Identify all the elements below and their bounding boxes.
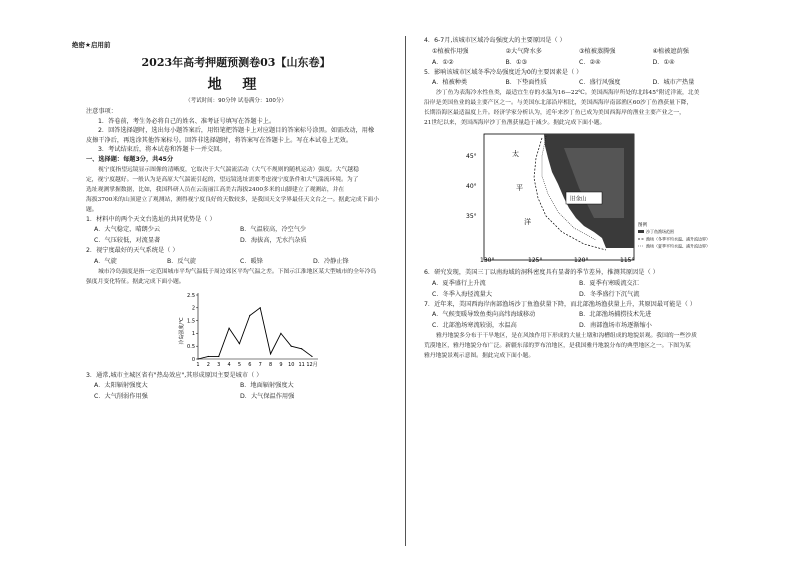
cold-island-chart xyxy=(86,287,386,367)
exam-meta: （考试时间：90分钟 试卷满分：100分） xyxy=(185,98,287,104)
chart-y-tick-label: 1.5 xyxy=(187,318,195,325)
section-heading: 一、选择题：每题3分，共45分 xyxy=(86,155,174,163)
lat-label: 40° xyxy=(466,183,477,191)
option[interactable]: D．城市产热量 xyxy=(652,79,695,87)
passage-line: 视宁度指望远镜显示图像的清晰度，它取决于大气湍流活动（大气不规则的随机运动）强度。大气越稳 xyxy=(98,166,359,173)
legend-item: 沙丁鱼渔场范围 xyxy=(646,229,674,235)
question-6-stem: 6．研究发现，美国三丁以南海域的洞科密度具有显著的季节差异，推测其原因是（ ） xyxy=(424,269,659,277)
option[interactable]: D．冷静止锋 xyxy=(313,257,349,265)
chart-x-tick-label: 12月 xyxy=(306,361,318,367)
lat-label: 45° xyxy=(466,153,477,161)
lat-label: 35° xyxy=(466,213,477,221)
question-3-stem: 3．通常,城市主城区省有"热岛效应",其形成原因主要是城市（ ） xyxy=(86,371,263,379)
option[interactable]: D．大气保温作用强 xyxy=(240,393,295,401)
chart-y-tick-label: 2.5 xyxy=(187,292,195,299)
lon-label: 115° xyxy=(620,257,635,265)
chart-point xyxy=(311,356,312,357)
question-1-stem: 1．材料中的两个天文台选址的共同优势是（ ） xyxy=(86,215,216,223)
passage-line: 定，视宁度越好。一般认为是高原大气湍流引起的，望远镜选址需要考虑视宁度条件和大气湍流环境。为了 xyxy=(86,176,359,183)
subject-title: 地 理 xyxy=(207,77,265,93)
chart-x-tick-label: 11 xyxy=(298,361,305,367)
option[interactable]: A．气候变暖导致鱼类向高纬海域移动 xyxy=(432,311,536,319)
question-4-items xyxy=(424,46,726,57)
option[interactable]: A．太阳辐射强度大 xyxy=(94,382,148,390)
option[interactable]: B．地面辐射强度大 xyxy=(240,382,294,390)
option[interactable]: D．海拔高，无水汽杂质 xyxy=(240,237,307,245)
chart-point xyxy=(197,358,198,359)
chart-x-tick-label: 1 xyxy=(196,361,200,367)
legend-title: 图例 xyxy=(638,223,647,229)
option[interactable]: B．夏季有寒暖流交汇 xyxy=(579,279,639,287)
chart-point xyxy=(301,348,302,349)
option[interactable]: B．①③ xyxy=(505,58,528,66)
chart-point xyxy=(280,333,281,334)
option[interactable]: C．盛行风强度 xyxy=(579,79,621,87)
chart-y-tick-label: 0 xyxy=(191,356,195,363)
exam-title: 2023年高考押题预测卷03【山东卷】 xyxy=(141,56,331,69)
option[interactable]: A．夏季盛行上升流 xyxy=(432,279,486,287)
item: ③植被蒸腾强 xyxy=(579,47,616,55)
passage-line: 21世纪以来，美国西海岸沙丁鱼渔获量趋于减少。据此完成下面小题。 xyxy=(424,120,606,127)
note-item: 3．考试结束后，将本试卷和答题卡一并交回。 xyxy=(98,146,226,154)
chart-x-tick-label: 9 xyxy=(279,361,283,367)
option[interactable]: B．反气旋 xyxy=(167,257,196,265)
item: ④植被遮荫强 xyxy=(652,47,689,55)
secret-label: 绝密★启用前 xyxy=(72,41,111,49)
chart-point xyxy=(291,345,292,346)
passage-line: 沿岸是美国鱼业的最主要产区之一。与美国东北部沿岸相比，美国西海岸南部渔区60沙丁鱼渔获量下降， xyxy=(424,100,693,107)
chart-x-tick-label: 5 xyxy=(237,361,242,367)
lon-label: 120° xyxy=(574,257,589,265)
chart-series-line xyxy=(198,308,312,359)
legend-item: 渔场（冬季平均水温、涌升流边界） xyxy=(646,236,710,242)
coast-label: 平 xyxy=(516,184,523,193)
lon-label: 130° xyxy=(480,257,495,265)
option[interactable]: A．大气稳定，晴朗少云 xyxy=(94,226,161,234)
question-6-options xyxy=(424,278,726,300)
passage-line: 雅丹地貌多分布于干旱地区，是在风蚀作用下形成的大量土墩和沟槽组成的地貌景观。我国的一些沙质 xyxy=(436,333,697,340)
question-7-stem: 7．近年来，美国西海岸南部渔场沙丁鱼渔获量下降，而北部渔场渔获量上升，其原因最可能是（ ） xyxy=(424,300,696,308)
chart-point xyxy=(239,343,240,344)
option[interactable]: D．①④ xyxy=(652,58,675,66)
legend-item: 渔场（夏季平均水温、涌升流边界） xyxy=(646,243,710,249)
chart-point xyxy=(218,356,219,357)
column-divider xyxy=(405,36,406,546)
chart-y-tick-label: 2 xyxy=(191,305,195,312)
passage-line: 荒漠地区，雅丹地貌分布广泛。新疆东部的罗布泊地区，是我国雅丹地貌分布的典型地区之一。下图为某 xyxy=(424,343,691,350)
question-5-stem: 5．影响该城市区域冬季冷岛强度近为0的主要因素是（ ） xyxy=(424,68,583,76)
sardine-map xyxy=(424,128,726,264)
question-2-options xyxy=(86,256,386,267)
passage-line: 海拔3700米的山顶建立了观测站，测得视宁度良好的天数较多，是我国天文学界最佳天文台之一。据此完成下面小题。 xyxy=(86,196,380,213)
passage-line: 雅丹地貌景观示意图。据此完成下面小题。 xyxy=(424,353,535,360)
option[interactable]: A．气旋 xyxy=(94,257,117,265)
note-item: 2．回答选择题时，选出每小题答案后，用铅笔把答题卡上对应题目的答案标号涂黑。如需改动，用橡 xyxy=(98,127,375,135)
question-1-options xyxy=(86,224,386,246)
item: ②大气降水多 xyxy=(505,47,542,55)
option[interactable]: C．气压较低，对流显著 xyxy=(94,237,161,245)
option[interactable]: C．暖锋 xyxy=(240,257,263,265)
chart-x-tick-label: 6 xyxy=(248,361,252,367)
lon-label: 125° xyxy=(528,257,543,265)
option[interactable]: C．大气削弱作用强 xyxy=(94,393,148,401)
note-item: 皮擦干净后，再选涂其他答案标号。回答非选择题时，将答案写在答题卡上。写在本试卷上无效。 xyxy=(86,136,353,144)
option[interactable]: C．冬季入海径流量大 xyxy=(432,290,493,298)
option[interactable]: B．下垫面性质 xyxy=(505,79,547,87)
map-inset-label: 旧金山 xyxy=(570,196,587,203)
chart-x-tick-label: 10 xyxy=(288,361,295,367)
question-2-stem: 2．视宁度最好的天气系统是（ ） xyxy=(86,247,179,255)
note-item: 1．答卷前，考生务必将自己的姓名、准考证号填写在答题卡上。 xyxy=(98,117,276,125)
option[interactable]: C．北部渔场寒流较弱，水温高 xyxy=(432,322,517,330)
passage-line: 强度月变化特征。据此完成下面小题。 xyxy=(86,278,185,285)
passage-line: 长期沿海区最适温度上升。经济学家分析认为，近年来沙丁鱼已成为美国西海岸的渔业主要产业之一， xyxy=(424,110,685,117)
left-column xyxy=(86,36,386,402)
question-4-stem: 4．6-7月,该城市区域冷岛强度大的主要原因是（ ） xyxy=(424,37,566,44)
option[interactable]: B．气温较高，冷空气少 xyxy=(240,226,307,234)
chart-x-tick-label: 4 xyxy=(227,361,231,367)
option[interactable]: D．冬季盛行下沉气流 xyxy=(579,290,640,298)
option[interactable]: D．南部渔场市场逐渐缩小 xyxy=(579,322,652,330)
option[interactable]: A．①② xyxy=(432,58,454,66)
chart-x-tick-label: 3 xyxy=(217,361,221,367)
chart-point xyxy=(249,315,250,316)
passage-line: 选址观测掌握数据，比如，我国科研人员在云南丽江高美古海拔2400多米的山脚建立了观测站，并在 xyxy=(86,186,345,193)
chart-point xyxy=(228,327,229,328)
right-column xyxy=(424,36,726,361)
chart-x-tick-label: 7 xyxy=(258,361,262,367)
legend-swatch xyxy=(638,230,644,233)
question-7-options xyxy=(424,309,726,331)
notes-heading: 注意事项： xyxy=(86,108,117,115)
option[interactable]: C．②④ xyxy=(579,58,601,66)
chart-ylabel: 冷岛强度/℃ xyxy=(179,317,185,345)
chart-x-tick-label: 8 xyxy=(268,361,273,367)
question-3-options xyxy=(86,380,386,402)
option[interactable]: A．植被种类 xyxy=(432,79,468,87)
question-4-options xyxy=(424,57,726,68)
chart-y-tick-label: 1 xyxy=(191,330,195,337)
passage-line: 城市冷岛强度是指一定范围城市平均气温低于周边郊区平均气温之差。下图示江淮地区某大型城市的全年冷岛 xyxy=(98,268,377,275)
passage-line: 沙丁鱼为表海冷水性鱼类，最适宜生存的水温为16—22℃。美国西海岸所处的北纬45°附近洋流，北美 xyxy=(436,90,700,97)
chart-point xyxy=(260,307,261,308)
chart-x-tick-label: 2 xyxy=(206,361,210,367)
question-5-options xyxy=(424,77,726,88)
coast-label: 洋 xyxy=(524,218,531,227)
chart-point xyxy=(208,356,209,357)
chart-point xyxy=(270,353,271,354)
chart-y-tick-label: 0.5 xyxy=(187,343,195,350)
coast-label: 太 xyxy=(512,150,519,159)
option[interactable]: B．北部渔场捕捞技术先进 xyxy=(579,311,652,319)
item: ①植被作用强 xyxy=(432,47,469,55)
